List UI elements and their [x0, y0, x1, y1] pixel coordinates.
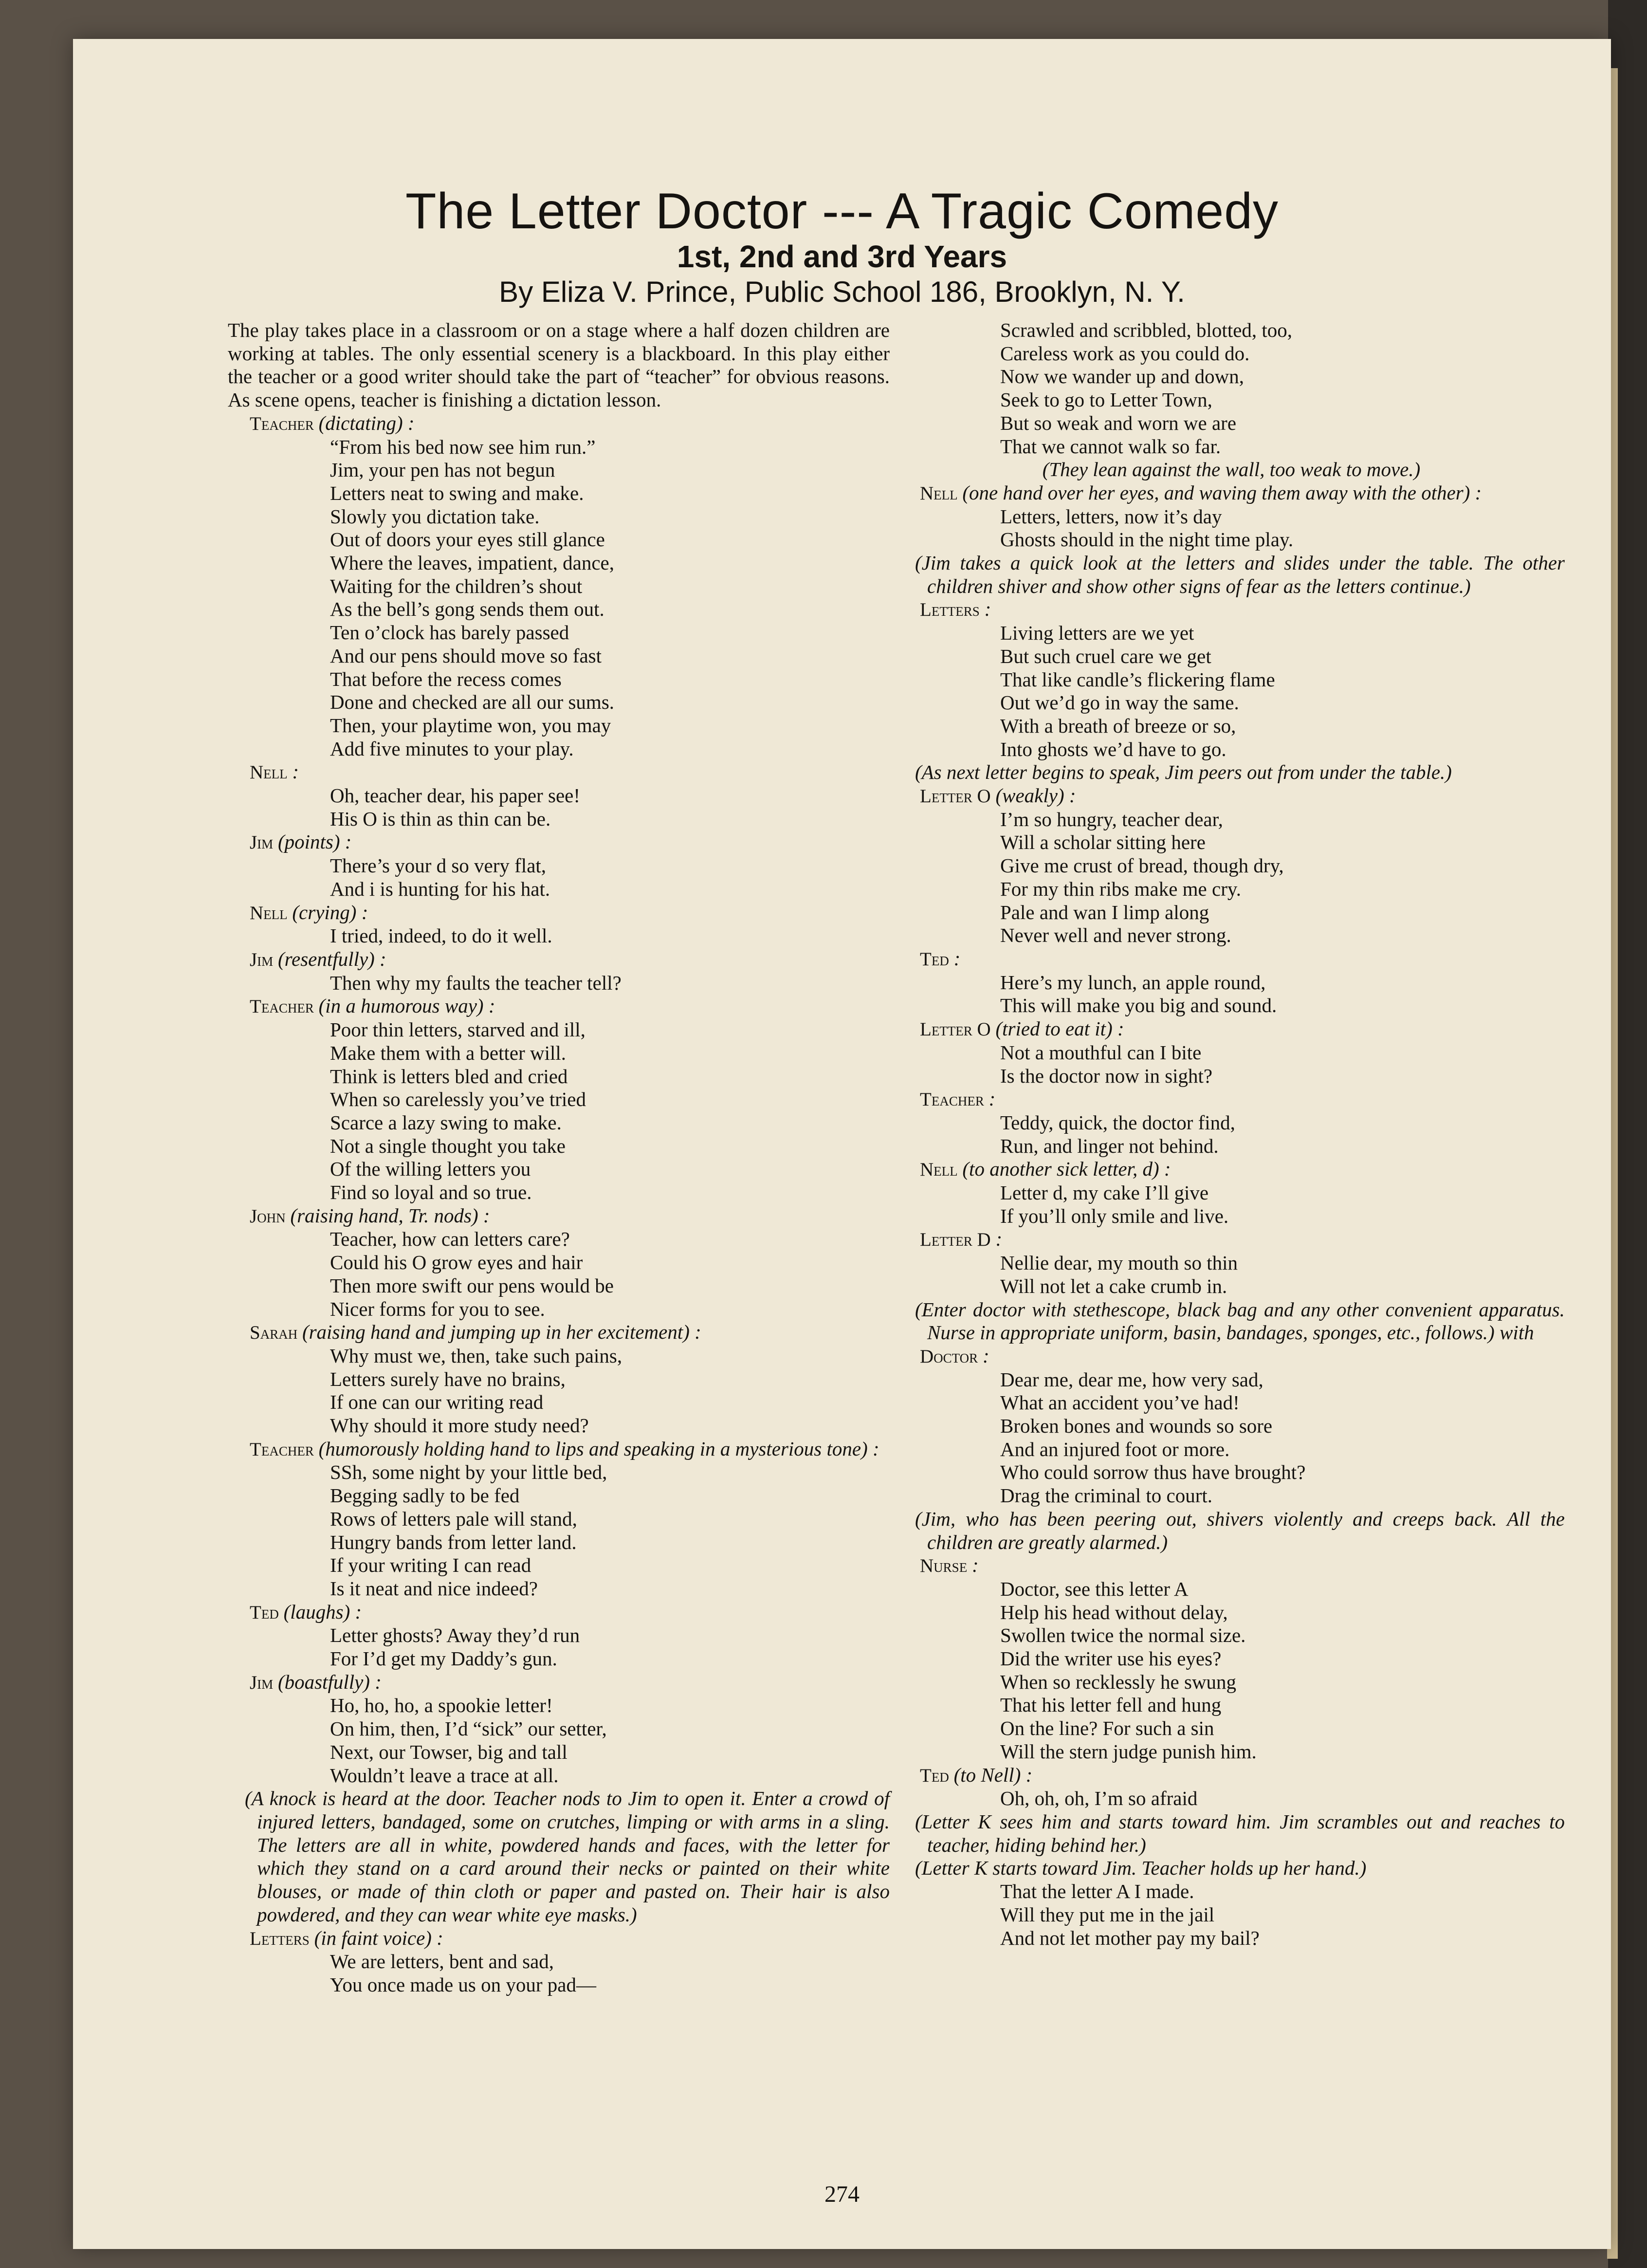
speaker-direction: (boastfully) : [277, 1670, 382, 1693]
speaker-line [228, 1927, 890, 1951]
verse-line: Letter ghosts? Away they’d run [330, 1624, 580, 1647]
verse-line: And not let mother pay my bail? [1000, 1926, 1260, 1949]
speaker-name: Jim [250, 1672, 274, 1693]
speaker-name: Nell [250, 762, 288, 783]
speaker-line [228, 948, 890, 972]
verse-line: Then more swift our pens would be [330, 1274, 614, 1297]
verse-line: Living letters are we yet [1000, 622, 1194, 645]
verse-line: Find so loyal and so true. [330, 1181, 532, 1204]
speaker-direction: : [982, 1344, 989, 1367]
speaker-line [898, 1017, 1565, 1041]
verse-line: Slowly you dictation take. [330, 505, 540, 528]
verse-line: Scrawled and scribbled, blotted, too, [1000, 319, 1293, 341]
speaker-line [228, 901, 890, 925]
verse-line: Teacher, how can letters care? [330, 1228, 570, 1251]
verse-line: Will the stern judge punish him. [1000, 1740, 1257, 1763]
verse-line: Not a single thought you take [330, 1134, 566, 1157]
speaker-line [898, 1088, 1565, 1111]
verse-line: That like candle’s flickering flame [1000, 668, 1275, 691]
verse-line: Jim, your pen has not begun [330, 459, 555, 481]
verse-line: If you’ll only smile and live. [1000, 1204, 1229, 1227]
verse-line: SSh, some night by your little bed, [330, 1461, 607, 1484]
byline: By Eliza V. Prince, Public School 186, Brooklyn, N. Y. [499, 276, 1185, 308]
verse-line: Give me crust of bread, though dry, [1000, 854, 1284, 877]
verse-line: Could his O grow eyes and hair [330, 1251, 583, 1274]
speaker-line [228, 1438, 890, 1461]
speaker-name: Nurse [920, 1555, 968, 1577]
speaker-line [898, 1554, 1565, 1578]
speaker-line [228, 760, 890, 784]
verse-line: We are letters, bent and sad, [330, 1950, 554, 1973]
stage-direction: (A knock is heard at the door. Teacher nods to Jim to open it. Enter a crowd of injured letters, bandaged, some on crutches, limping or with arms in a sling. The letters are all in white, powdered hands and faces, with the letter for which they stand on a card around their necks or painted on their white blouses, or made of thin cloth or paper and pasted on. Their hair is also powdered, and they can wear white eye masks.) [245, 1787, 890, 1926]
text-column-right [898, 319, 1565, 1950]
speaker-direction: (resentfully) : [277, 947, 386, 970]
speaker-line [228, 1671, 890, 1695]
speaker-direction: : [984, 598, 991, 621]
verse-line: What an accident you’ve had! [1000, 1391, 1240, 1414]
stage-direction: (They lean against the wall, too weak to move.) [1042, 458, 1421, 481]
speaker-direction: (weakly) : [995, 784, 1076, 807]
speaker-name: Jim [250, 949, 274, 970]
verse-line: Did the writer use his eyes? [1000, 1647, 1222, 1670]
verse-line: And i is hunting for his hat. [330, 877, 550, 900]
verse-line: You once made us on your pad— [330, 1973, 596, 1996]
verse-line: Wouldn’t leave a trace at all. [330, 1764, 559, 1787]
speaker-line [228, 830, 890, 854]
verse-line: Poor thin letters, starved and ill, [330, 1018, 586, 1041]
speaker-line [228, 1601, 890, 1624]
speaker-direction: (dictating) : [318, 411, 415, 434]
verse-line: Careless work as you could do. [1000, 342, 1250, 365]
verse-line: There’s your d so very flat, [330, 854, 547, 877]
verse-line: As the bell’s gong sends them out. [330, 598, 604, 621]
verse-line: That the letter A I made. [1000, 1880, 1194, 1903]
verse-line: But such cruel care we get [1000, 645, 1211, 667]
verse-line: Letters, letters, now it’s day [1000, 505, 1222, 528]
verse-line: If your writing I can read [330, 1554, 531, 1577]
verse-line: Add five minutes to your play. [330, 737, 574, 760]
verse-line: “From his bed now see him run.” [330, 435, 596, 458]
verse-line: Oh, oh, oh, I’m so afraid [1000, 1787, 1198, 1810]
verse-line: Nellie dear, my mouth so thin [1000, 1252, 1238, 1274]
page-number: 274 [824, 2181, 860, 2207]
verse-line: Will they put me in the jail [1000, 1903, 1215, 1926]
verse-line: Seek to go to Letter Town, [1000, 388, 1212, 411]
verse-line: And an injured foot or more. [1000, 1438, 1230, 1460]
stage-direction: (Letter K sees him and starts toward him. Jim scrambles out and reaches to teacher, hiding behind her.) [915, 1810, 1565, 1856]
speaker-name: Ted [920, 948, 949, 970]
verse-line: Broken bones and wounds so sore [1000, 1415, 1273, 1438]
verse-line: Nicer forms for you to see. [330, 1297, 545, 1320]
speaker-direction: : [292, 760, 299, 783]
page-subtitle: 1st, 2nd and 3rd Years [677, 239, 1007, 274]
verse-line: Think is letters bled and cried [330, 1065, 568, 1088]
verse-line: Will not let a cake crumb in. [1000, 1274, 1227, 1297]
speaker-direction: (tried to eat it) : [995, 1017, 1124, 1040]
speaker-direction: (raising hand and jumping up in her excitement) : [302, 1321, 701, 1344]
verse-line: I’m so hungry, teacher dear, [1000, 808, 1223, 830]
verse-line: That we cannot walk so far. [1000, 435, 1221, 458]
speaker-direction: : [971, 1554, 979, 1577]
verse-line: Begging sadly to be fed [330, 1484, 520, 1507]
speaker-name: Teacher [920, 1089, 984, 1110]
speaker-name: Nell [920, 1159, 958, 1180]
verse-line: Letters surely have no brains, [330, 1367, 566, 1390]
verse-line: That before the recess comes [330, 667, 562, 690]
verse-line: Oh, teacher dear, his paper see! [330, 784, 581, 807]
verse-line: Next, our Towser, big and tall [330, 1740, 567, 1763]
verse-line: Never well and never strong. [1000, 924, 1231, 947]
verse-line: Who could sorrow thus have brought? [1000, 1461, 1306, 1484]
verse-line: Done and checked are all our sums. [330, 691, 615, 714]
verse-line: Ghosts should in the night time play. [1000, 528, 1294, 551]
verse-line: With a breath of breeze or so, [1000, 714, 1236, 737]
verse-line: If one can our writing read [330, 1391, 544, 1414]
speaker-direction: (to Nell) : [953, 1763, 1033, 1786]
verse-line: Help his head without delay, [1000, 1601, 1228, 1623]
verse-line: Then, your playtime won, you may [330, 714, 611, 737]
verse-line: Out we’d go in way the same. [1000, 691, 1239, 714]
text-column-left [228, 319, 890, 1997]
speaker-name: Nell [250, 902, 288, 923]
speaker-line [898, 481, 1565, 505]
speaker-line [898, 784, 1565, 808]
speaker-direction: : [995, 1228, 1003, 1251]
stage-direction: (Jim, who has been peering out, shivers violently and creeps back. All the children are greatly alarmed.) [915, 1507, 1565, 1553]
speaker-line [898, 947, 1565, 971]
speaker-name: Ted [250, 1602, 279, 1623]
verse-line: Into ghosts we’d have to go. [1000, 738, 1226, 760]
verse-line: Is the doctor now in sight? [1000, 1064, 1213, 1087]
verse-line: And our pens should move so fast [330, 644, 602, 667]
verse-line: Letter d, my cake I’ll give [1000, 1181, 1209, 1204]
verse-line: Pale and wan I limp along [1000, 901, 1209, 923]
speaker-name: Teacher [250, 996, 314, 1017]
verse-line: Waiting for the children’s shout [330, 574, 583, 597]
speaker-name: Doctor [920, 1346, 978, 1367]
speaker-line [898, 1228, 1565, 1252]
verse-line: But so weak and worn we are [1000, 411, 1237, 434]
verse-line: On the line? For such a sin [1000, 1717, 1214, 1740]
verse-line: Ten o’clock has barely passed [330, 621, 569, 644]
verse-line: Run, and linger not behind. [1000, 1134, 1219, 1157]
verse-line: Teddy, quick, the doctor find, [1000, 1111, 1235, 1134]
speaker-name: Letter D [920, 1229, 991, 1251]
verse-line: Rows of letters pale will stand, [330, 1507, 577, 1530]
verse-line: Drag the criminal to court. [1000, 1484, 1213, 1507]
speaker-direction: (laughs) : [283, 1600, 362, 1623]
speaker-name: Letters [250, 1928, 310, 1949]
verse-line: Then why my faults the teacher tell? [330, 971, 622, 994]
speaker-line [898, 598, 1565, 622]
speaker-name: Teacher [250, 413, 314, 434]
speaker-line [228, 995, 890, 1018]
verse-line: Where the leaves, impatient, dance, [330, 552, 614, 574]
verse-line: Make them with a better will. [330, 1041, 567, 1064]
verse-line: For my thin ribs make me cry. [1000, 877, 1241, 900]
verse-line: When so carelessly you’ve tried [330, 1088, 586, 1111]
verse-line: His O is thin as thin can be. [330, 807, 551, 830]
stage-direction: (Jim takes a quick look at the letters and slides under the table. The other children shiver and show other signs of fear as the letters continue.) [915, 552, 1565, 597]
verse-line: Doctor, see this letter A [1000, 1577, 1189, 1600]
speaker-direction: (in a humorous way) : [318, 995, 495, 1017]
verse-line: Out of doors your eyes still glance [330, 528, 605, 551]
speaker-name: Jim [250, 832, 274, 853]
speaker-name: Sarah [250, 1322, 298, 1344]
verse-line: When so recklessly he swung [1000, 1670, 1237, 1693]
speaker-name: Letters [920, 599, 980, 621]
speaker-line [228, 1204, 890, 1228]
page-title: The Letter Doctor --- A Tragic Comedy [405, 183, 1279, 240]
speaker-name: Letter O [920, 1019, 991, 1040]
speaker-name: Nell [920, 482, 958, 504]
verse-line: I tried, indeed, to do it well. [330, 924, 552, 947]
verse-line: Hungry bands from letter land. [330, 1530, 577, 1553]
speaker-direction: : [953, 947, 961, 970]
speaker-line [898, 1345, 1565, 1368]
verse-line: Of the willing letters you [330, 1158, 531, 1180]
speaker-direction: : [988, 1088, 996, 1110]
speaker-line [898, 1764, 1565, 1788]
verse-line: Letters neat to swing and make. [330, 481, 584, 504]
speaker-direction: (points) : [277, 830, 352, 853]
verse-line: Not a mouthful can I bite [1000, 1041, 1202, 1064]
speaker-name: Teacher [250, 1438, 314, 1460]
verse-line: Is it neat and nice indeed? [330, 1577, 538, 1600]
verse-line: That his letter fell and hung [1000, 1694, 1222, 1716]
verse-line: Now we wander up and down, [1000, 365, 1244, 388]
stage-direction: (As next letter begins to speak, Jim peers out from under the table.) [915, 761, 1452, 784]
verse-line: Dear me, dear me, how very sad, [1000, 1368, 1263, 1391]
speaker-name: Letter O [920, 786, 991, 807]
verse-line: Why should it more study need? [330, 1414, 589, 1437]
speaker-direction: (to another sick letter, d) : [962, 1158, 1171, 1180]
speaker-direction: (one hand over her eyes, and waving them away with the other) : [962, 481, 1482, 504]
speaker-direction: (in faint voice) : [314, 1926, 443, 1949]
verse-line: This will make you big and sound. [1000, 994, 1277, 1017]
speaker-line [228, 412, 890, 436]
verse-line: Will a scholar sitting here [1000, 831, 1206, 854]
verse-line: Ho, ho, ho, a spookie letter! [330, 1694, 553, 1717]
stage-direction: (Enter doctor with stethescope, black bag and any other convenient apparatus. Nurse in appropriate uniform, basin, bandages, sponges, etc., follows.) with [915, 1298, 1565, 1344]
verse-line: On him, then, I’d “sick” our setter, [330, 1717, 607, 1740]
verse-line: Scarce a lazy swing to make. [330, 1111, 562, 1134]
speaker-line [228, 1321, 890, 1345]
speaker-direction: (raising hand, Tr. nods) : [290, 1204, 490, 1227]
verse-line: For I’d get my Daddy’s gun. [330, 1647, 557, 1670]
verse-line: Here’s my lunch, an apple round, [1000, 971, 1266, 994]
speaker-name: Ted [920, 1765, 949, 1786]
verse-line: Why must we, then, take such pains, [330, 1344, 622, 1367]
stage-direction: (Letter K starts toward Jim. Teacher holds up her hand.) [915, 1857, 1367, 1880]
speaker-direction: (humorously holding hand to lips and speaking in a mysterious tone) : [318, 1437, 879, 1460]
speaker-name: John [250, 1205, 286, 1227]
verse-line: Swollen twice the normal size. [1000, 1624, 1246, 1647]
speaker-direction: (crying) : [292, 901, 368, 923]
speaker-line [898, 1158, 1565, 1181]
intro-paragraph: The play takes place in a classroom or on a stage where a half dozen children are working at tables. The only essential scenery is a blackboard. In this play either the teacher or a good writer should take the part of “teacher” for obvious reasons. As scene opens, teacher is finishing a dictation lesson. [228, 319, 890, 411]
